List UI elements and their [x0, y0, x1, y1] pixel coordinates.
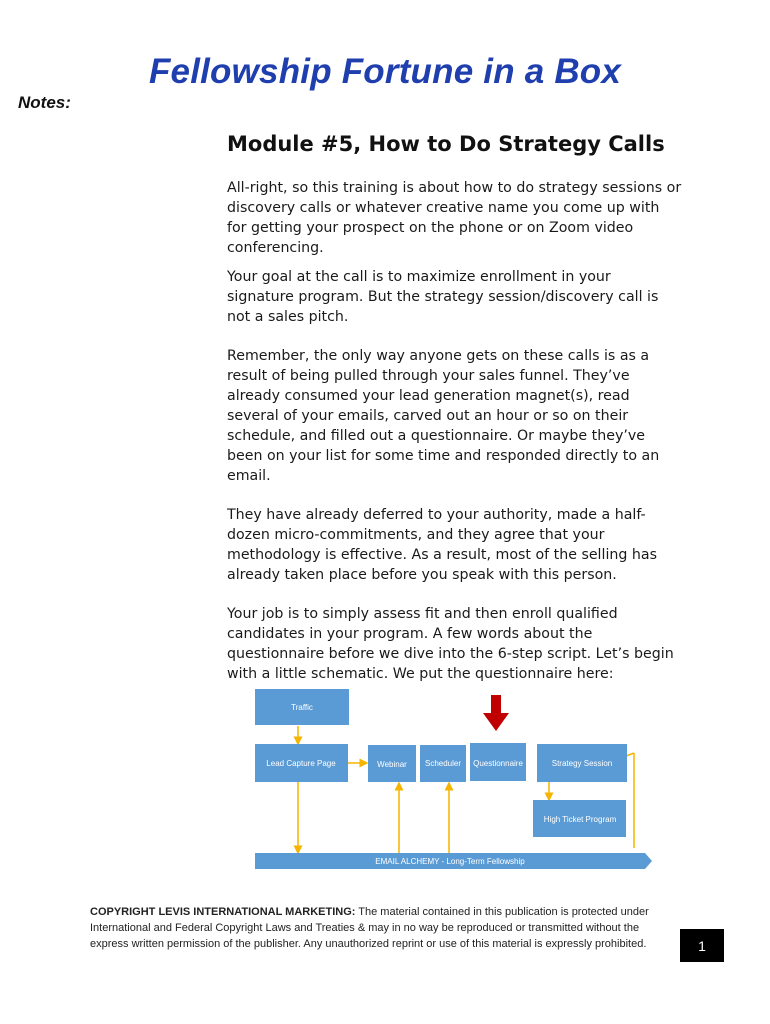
page-number: 1	[680, 929, 724, 962]
paragraph-job: Your job is to simply assess fit and then enroll qualified candidates in your program. A few words about the questionnaire before we dive into the 6-step script. Let’s begin with a little schematic. We put the questionnaire here:	[227, 606, 674, 682]
copyright-label: COPYRIGHT LEVIS INTERNATIONAL MARKETING:	[90, 906, 356, 918]
copyright-notice	[90, 904, 650, 952]
funnel-schematic	[250, 683, 660, 878]
body-text	[227, 178, 682, 703]
questionnaire-pointer-arrow-icon	[483, 695, 509, 731]
questionnaire-label: Questionnaire	[473, 759, 523, 768]
notes-label: Notes:	[18, 93, 71, 112]
email-alchemy-label: EMAIL ALCHEMY - Long-Term Fellowship	[375, 857, 525, 866]
traffic-label: Traffic	[291, 703, 313, 712]
module-heading: Module #5, How to Do Strategy Calls	[227, 132, 665, 156]
paragraph-remember: Remember, the only way anyone gets on these calls is as a result of being pulled through your sales funnel. They’ve already consumed your lead generation magnet(s), read several of your emails, carved out an hour or so on their schedule, and filled out a questionnaire. Or maybe they’ve been on your list for some time and responded directly to an email.	[227, 348, 660, 484]
lead-capture-label: Lead Capture Page	[266, 759, 336, 768]
scheduler-label: Scheduler	[424, 759, 462, 768]
high-ticket-label: High Ticket Program	[543, 815, 617, 824]
copyright-text: The material contained in this publication is protected under International and Federal Copyright Laws and Treaties & may in no way be reproduced or transmitted without the express written permission of the publisher. Any unauthorized reprint or use of this material is expressly prohibited.	[90, 906, 649, 950]
webinar-label: Webinar	[377, 760, 407, 769]
paragraph-intro: All-right, so this training is about how to do strategy sessions or discovery calls or whatever creative name you come up with for getting your prospect on the phone or on Zoom video conferencing.	[227, 180, 682, 256]
strategy-session-label: Strategy Session	[551, 759, 613, 768]
paragraph-authority: They have already deferred to your authority, made a half-dozen micro-commitments, and they agree that your methodology is effective. As a result, most of the selling has already taken place before you speak with this person.	[227, 507, 657, 583]
paragraph-goal: Your goal at the call is to maximize enrollment in your signature program. But the strategy session/discovery call is not a sales pitch.	[227, 269, 659, 325]
document-title: Fellowship Fortune in a Box	[148, 52, 622, 91]
